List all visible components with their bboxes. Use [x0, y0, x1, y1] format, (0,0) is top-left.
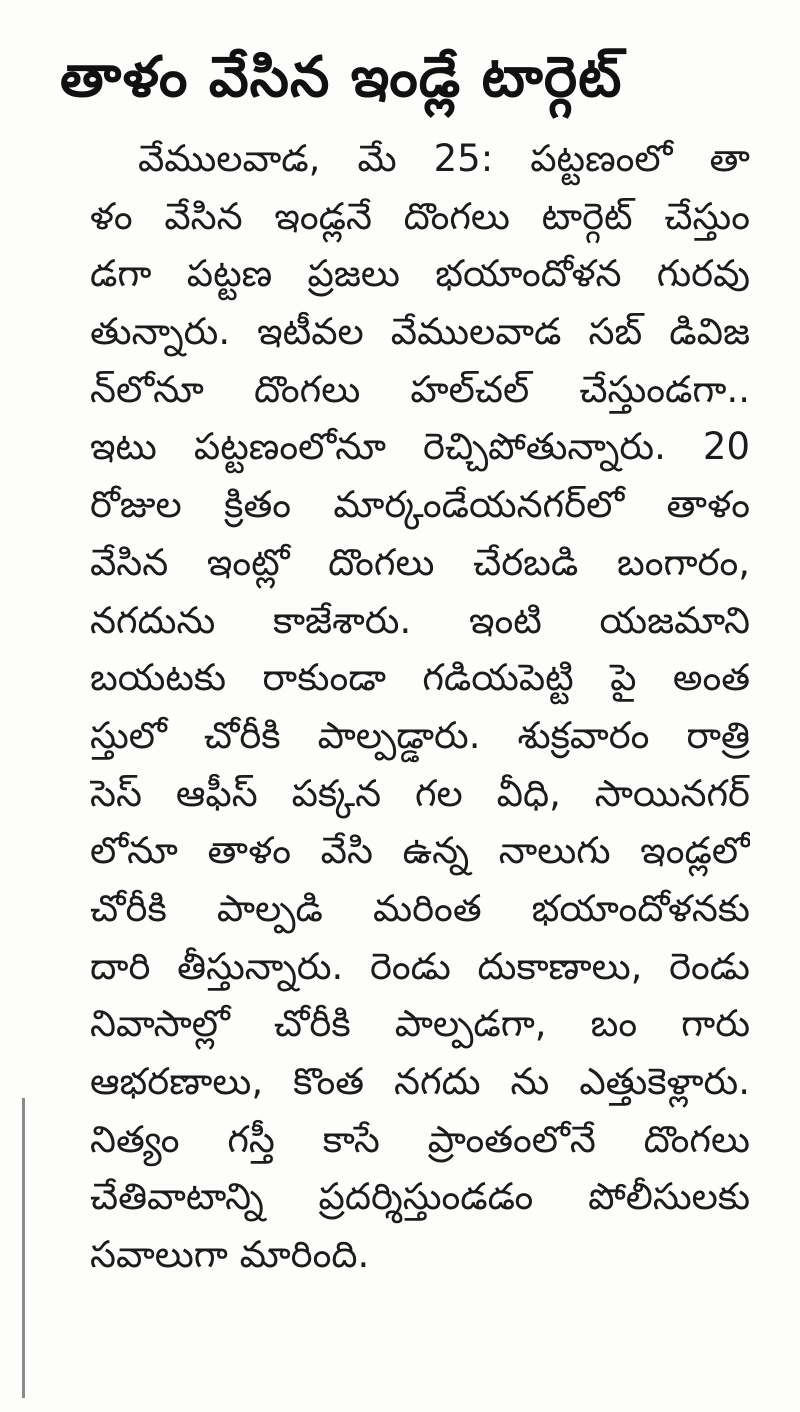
article-line: దారి తీస్తున్నారు. రెండు దుకాణాలు, రెండు	[90, 944, 750, 988]
article-line: నగదును కాజేశారు. ఇంటి యజమాని	[90, 598, 750, 642]
article-line: న్‌లోనూ దొంగలు హల్‌చల్ చేస్తుండగా..	[90, 367, 750, 411]
article-line: డగా పట్టణ ప్రజలు భయాందోళన గురవు	[90, 252, 750, 296]
article-line: లోనూ తాళం వేసి ఉన్న నాలుగు ఇండ్లలో	[90, 829, 750, 873]
article-line: చోరీకి పాల్పడి మరింత భయాందోళనకు	[90, 886, 750, 930]
article-line: సెస్ ఆఫీస్ పక్కన గల వీధి, సాయినగర్	[90, 771, 750, 815]
article-body	[90, 130, 750, 1284]
article-line: బయటకు రాకుండా గడియపెట్టి పై అంత	[90, 656, 750, 700]
article-line: స్తులో చోరీకి పాల్పడ్డారు. శుక్రవారం రాత్రి	[90, 713, 750, 757]
article-line: వేసిన ఇంట్లో దొంగలు చేరబడి బంగారం,	[90, 540, 750, 584]
article-line: ళం వేసిన ఇండ్లనే దొంగలు టార్గెట్ చేస్తుం	[90, 194, 750, 238]
article-line: తున్నారు. ఇటీవల వేములవాడ సబ్ డివిజ	[90, 310, 750, 354]
headline: తాళం వేసిన ఇండ్లే టార్గెట్	[60, 45, 623, 110]
article-line: నివాసాల్లో చోరీకి పాల్పడగా, బం గారు	[90, 1002, 750, 1046]
article-line: నిత్యం గస్తీ కాసే ప్రాంతంలోనే దొంగలు	[90, 1117, 750, 1161]
article-line: వేములవాడ, మే 25: పట్టణంలో తా	[138, 137, 750, 180]
article-line: ఆభరణాలు, కొంత నగదు ను ఎత్తుకెళ్లారు.	[90, 1060, 750, 1103]
article-line: సవాలుగా మారింది.	[90, 1233, 370, 1277]
article-line: ఇటు పట్టణంలోనూ రెచ్చిపోతున్నారు. 20	[90, 425, 750, 469]
article-line: చేతివాటాన్ని ప్రదర్శిస్తుండడం పోలీసులకు	[90, 1175, 750, 1219]
article-line: రోజుల క్రితం మార్కండేయనగర్‌లో తాళం	[90, 483, 750, 527]
column-divider	[22, 1098, 25, 1398]
